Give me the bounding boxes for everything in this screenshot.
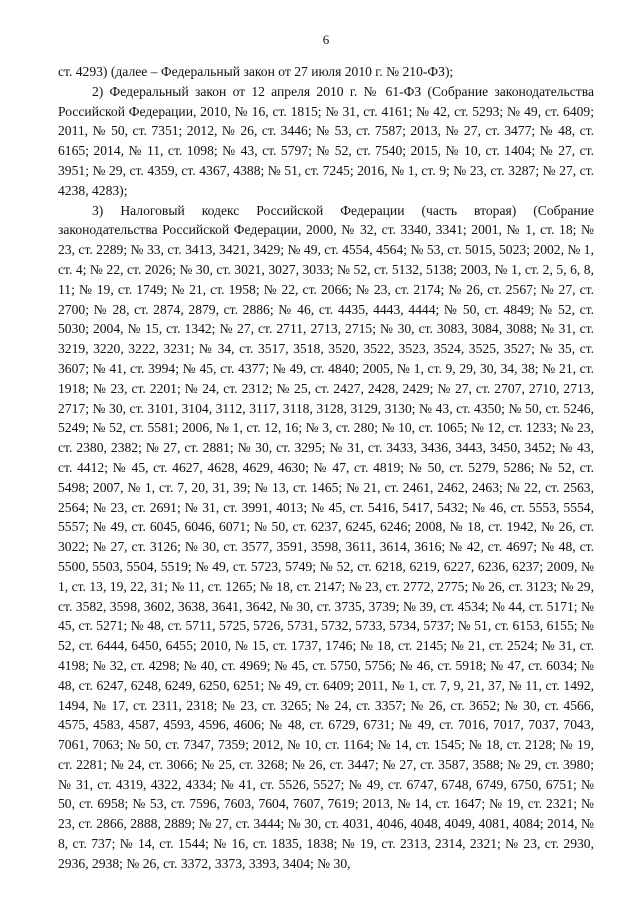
page-number: 6 xyxy=(322,32,330,47)
paragraph-continuation: ст. 4293) (далее – Федеральный закон от 27 июля 2010 г. № 210-ФЗ); xyxy=(58,64,454,79)
paragraph-item-2-federal-law-61fz: 2) Федеральный закон от 12 апреля 2010 г. № 61-ФЗ (Собрание законодательства Российской Федерации, 2010, № 16, ст. 1815; № 31, ст. 4161; № 42, ст. 5293; № 49, ст. 6409; 2011, № 50, ст. 7351; 2012, № 26, ст. 3446; № 53, ст. 7587; 2013, № 27, ст. 3477; № 48, ст. 6165; 2014, № 11, ст. 1098; № 43, ст. 5797; № 52, ст. 7540; 2015, № 10, ст. 1404; № 27, ст. 3951; № 29, ст. 4359, ст. 4367, 4388; № 51, ст. 7245; 2016, № 1, ст. 9; № 23, ст. 3287; № 27, ст. 4238, 4283); xyxy=(58,83,594,198)
paragraph-item-3-tax-code: 3) Налоговый кодекс Российской Федерации (часть вторая) (Собрание законодательства Российской Федерации, 2000, № 32, ст. 3340, 3341; 2001, № 1, ст. 18; № 23, ст. 2289; № 33, ст. 3413, 3421, 3429; № 49, ст. 4554, 4564; № 53, ст. 5015, 5023; 2002, № 1, ст. 4; № 22, ст. 2026; № 30, ст. 3021, 3027, 3033; № 52, ст. 5132, 5138; 2003, № 1, ст. 2, 5, 6, 8, 11; № 19, ст. 1749; № 21, ст. 1958; № 22, ст. 2066; № 23, ст. 2174; № 26, ст. 2567; № 27, ст. 2700; № 28, ст. 2874, 2879, ст. 2886; № 46, ст. 4435, 4443, 4444; № 50, ст. 4849; № 52, ст. 5030; 2004, № 15, ст. 1342; № 27, ст. 2711, 2713, 2715; № 30, ст. 3083, 3084, 3088; № 31, ст. 3219, 3220, 3222, 3231; № 34, ст. 3517, 3518, 3520, 3522, 3523, 3524, 3525, 3527; № 35, ст. 3607; № 41, ст. 3994; № 45, ст. 4377; № 49, ст. 4840; 2005, № 1, ст. 9, 29, 30, 34, 38; № 21, ст. 1918; № 23, ст. 2201; № 24, ст. 2312; № 25, ст. 2427, 2428, 2429; № 27, ст. 2707, 2710, 2713, 2717; № 30, ст. 3101, 3104, 3112, 3117, 3118, 3128, 3129, 3130; № 43, ст. 4350; № 50, ст. 5246, 5249; № 52, ст. 5581; 2006, № 1, ст. 12, 16; № 3, ст. 280; № 10, ст. 1065; № 12, ст. 1233; № 23, ст. 2380, 2382; № 27, ст. 2881; № 30, ст. 3295; № 31, ст. 3433, 3436, 3443, 3450, 3452; № 43, ст. 4412; № 45, ст. 4627, 4628, 4629, 4630; № 47, ст. 4819; № 50, ст. 5279, 5286; № 52, ст. 5498; 2007, № 1, ст. 7, 20, 31, 39; № 13, ст. 1465; № 21, ст. 2461, 2462, 2463; № 22, ст. 2563, 2564; № 23, ст. 2691; № 31, ст. 3991, 4013; № 45, ст. 5416, 5417, 5432; № 46, ст. 5553, 5554, 5557; № 49, ст. 6045, 6046, 6071; № 50, ст. 6237, 6245, 6246; 2008, № 18, ст. 1942, № 26, ст. 3022; № 27, ст. 3126; № 30, ст. 3577, 3591, 3598, 3611, 3614, 3616; № 42, ст. 4697; № 48, ст. 5500, 5503, 5504, 5519; № 49, ст. 5723, 5749; № 52, ст. 6218, 6219, 6227, 6236, 6237; 2009, № 1, ст. 13, 19, 22, 31; № 11, ст. 1265; № 18, ст. 2147; № 23, ст. 2772, 2775; № 26, ст. 3123; № 29, ст. 3582, 3598, 3602, 3638, 3641, 3642, № 30, ст. 3735, 3739; № 39, ст. 4534; № 44, ст. 5171; № 45, ст. 5271; № 48, ст. 5711, 5725, 5726, 5731, 5732, 5733, 5734, 5737; № 51, ст. 6153, 6155; № 52, ст. 6444, 6450, 6455; 2010, № 15, ст. 1737, 1746; № 18, ст. 2145; № 21, ст. 2524; № 31, ст. 4198; № 32, ст. 4298; № 40, ст. 4969; № 45, ст. 5750, 5756; № 46, ст. 5918; № 47, ст. 6034; № 48, ст. 6247, 6248, 6249, 6250, 6251; № 49, ст. 6409; 2011, № 1, ст. 7, 9, 21, 37, № 11, ст. 1492, 1494, № 17, ст. 2311, 2318; № 23, ст. 3265; № 24, ст. 3357; № 26, ст. 3652; № 30, ст. 4566, 4575, 4583, 4587, 4593, 4596, 4606; № 48, ст. 6729, 6731; № 49, ст. 7016, 7017, 7037, 7043, 7061, 7063; № 50, ст. 7347, 7359; 2012, № 10, ст. 1164; № 14, ст. 1545; № 18, ст. 2128; № 19, ст. 2281; № 24, ст. 3066; № 25, ст. 3268; № 26, ст. 3447; № 27, ст. 3587, 3588; № 29, ст. 3980; № 31, ст. 4319, 4322, 4334; № 41, ст. 5526, 5527; № 49, ст. 6747, 6748, 6749, 6750, 6751; № 50, ст. 6958; № 53, ст. 7596, 7603, 7604, 7607, 7619; 2013, № 14, ст. 1647; № 19, ст. 2321; № 23, ст. 2866, 2888, 2889; № 27, ст. 3444; № 30, ст. 4031, 4046, 4048, 4049, 4081, 4084; 2014, № 8, ст. 737; № 14, ст. 1544; № 16, ст. 1835, 1838; № 19, ст. 2313, 2314, 2321; № 23, ст. 2930, 2936, 2938; № 26, ст. 3372, 3373, 3393, 3404; № 30, xyxy=(58,202,594,871)
